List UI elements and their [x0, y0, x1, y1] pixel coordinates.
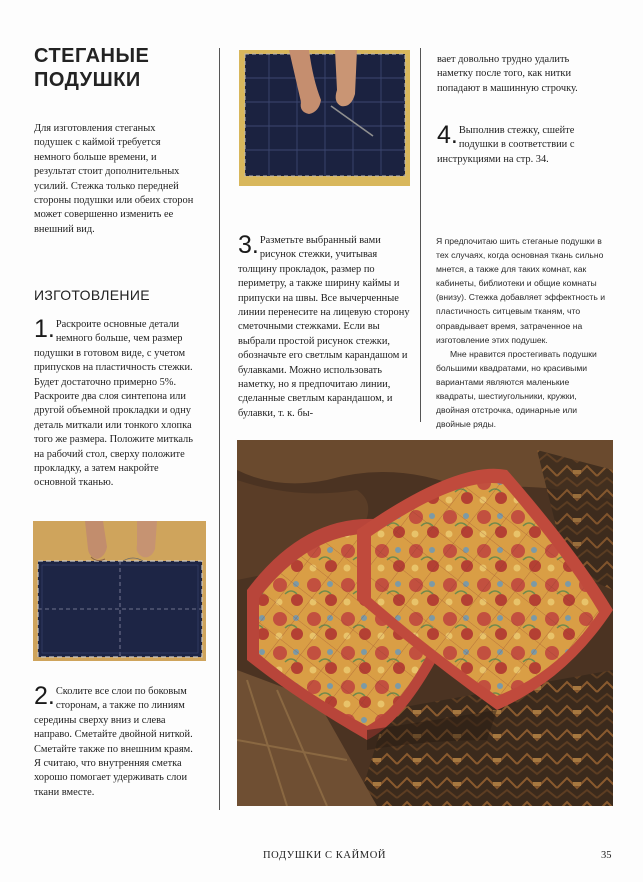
step-4-text: Выполнив стежку, сшейте подушки в соответствии с инструкциями на стр. 34.	[437, 125, 575, 165]
step-1	[34, 315, 198, 491]
section-heading: ИЗГОТОВЛЕНИЕ	[34, 287, 150, 303]
quilted-pillows-illustration	[237, 440, 613, 806]
step-3-number: 3.	[238, 231, 259, 259]
marking-quilt-illustration	[239, 50, 410, 186]
step-2-text: Сколите все слои по боковым сторонам, а также по линиям середины сверху вниз и слева направо. Сметайте двойной ниткой. Сметайте также по внешним краям. Я считаю, что внутренняя сметка хорошо помогает удерживать слои ткани вместе.	[34, 686, 193, 798]
title-line-1: СТЕГАНЫЕ	[34, 45, 150, 67]
column-rule-right	[420, 48, 421, 422]
page-number: 35	[601, 850, 612, 861]
step-3-text: Разметьте выбранный вами рисунок стежки, учитывая толщину прокладок, размер по периметру, а также ширину каймы и припуски на швы. Все вычерченные линии перенесите на лицевую сторону сметочными стежками. Если вы выбрали простой рисунок стежки, обозначьте его светлым карандашом и булавками. Можно использовать наметку, но я предпочитаю линии, сделанные светлым карандашом, и булавки, т. к. бы-	[238, 235, 410, 419]
step-4-number: 4.	[437, 121, 458, 149]
intro-paragraph: Для изготовления стеганых подушек с каймой требуется немного больше времени, и результат стоит дополнительных усилий. Стежка только передней стороны подушки или обеих сторон может совершенно изменить ее внешний вид.	[34, 123, 194, 235]
caption-paragraph-2: Мне нравится простегивать подушки большими квадратами, но красивыми вариантами являются маленькие квадраты, шестиугольники, кружки, двойная отстрочка, одинарные или двойные ряды.	[436, 348, 597, 430]
running-footer: ПОДУШКИ С КАЙМОЙ	[263, 850, 387, 861]
caption-paragraph-1: Я предпочитаю шить стеганые подушки в тех случаях, когда основная ткань сильно мнется, а также для таких комнат, как кабинеты, библиотеки и общие комнаты (внизу). Стежка добавляет эффектность и пластичность ситцевым тканям, что оправдывает время, затраченное на изготовление этих подушек.	[436, 236, 606, 345]
step-1-number: 1.	[34, 315, 55, 343]
step-2	[34, 682, 200, 800]
page-title	[34, 44, 214, 92]
title-line-2: ПОДУШКИ	[34, 69, 141, 91]
photo-basting-fabric	[33, 521, 206, 661]
step-3	[238, 231, 410, 421]
photo-quilted-pillows	[237, 440, 613, 806]
step-1-text: Раскроите основные детали немного больше, чем размер подушки в готовом виде, с учетом припусков на пластичность стежки. Будет достаточно примерно 5%. Раскроите два слоя синтепона или другой объемной прокладки и одну деталь миткали или тонкого хлопка того же размера. Положите миткаль на рабочий стол, сверху положите прокладку, а затем накройте основной тканью.	[34, 319, 193, 489]
column-3-continuation: вает довольно трудно удалить наметку после того, как нитки попадают в машинную строчку.	[437, 54, 578, 94]
photo-caption	[436, 234, 606, 431]
column-rule-left	[219, 48, 220, 810]
step-2-number: 2.	[34, 682, 55, 710]
basting-fabric-illustration	[33, 521, 206, 661]
step-4	[437, 121, 603, 167]
photo-marking-quilt	[239, 50, 410, 186]
